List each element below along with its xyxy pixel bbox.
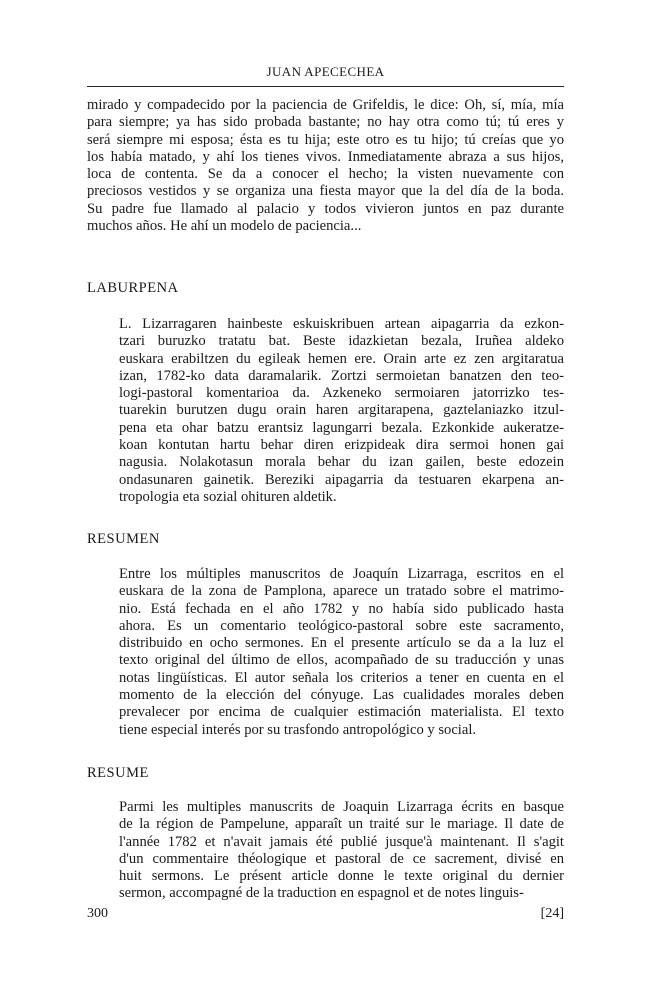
laburpena-line: nagusia. Nolakotasun morala behar du izan gailen, beste edozein (119, 454, 564, 471)
resumen-line: Entre los múltiples manuscritos de Joaquín Lizarraga, escritos en el (119, 566, 564, 582)
resumen-paragraph (119, 566, 564, 739)
resumen-line: nio. Está fechada en el año 1782 y no había sido publicado hasta (119, 600, 564, 617)
resume-paragraph (119, 799, 564, 903)
laburpena-line: ondasunaren gainetik. Bereziki aipagarria da testuaren ekarpena an- (119, 471, 564, 488)
laburpena-line: izan, 1782-ko data daramalarik. Zortzi sermoietan banatzen den teo- (119, 367, 564, 384)
intro-line: preciosos vestidos y se organiza una fiesta mayor que la del día de la boda. (87, 183, 564, 200)
resume-line: l'année 1782 et n'avait jamais été publié jusque'à maintenant. Il s'agit (119, 833, 564, 850)
laburpena-line: L. Lizarragaren hainbeste eskuiskribuen artean aipagarria da ezkon- (119, 316, 564, 332)
resume-heading: RESUME (87, 765, 149, 781)
laburpena-line: tropologia eta sozial ohituren aldetik. (119, 488, 337, 505)
intro-line: será siempre mi esposa; ésta es tu hija; este otro es tu hijo; tú creías que yo (87, 131, 564, 148)
resumen-line: notas lingüísticas. El autor señala los criterios a tener en cuenta en el (119, 669, 564, 686)
resumen-line: momento de la elección del cónyuge. Las cualidades morales deben (119, 687, 564, 704)
header-rule (87, 86, 564, 87)
resumen-heading: RESUMEN (87, 531, 160, 547)
laburpena-line: logi-pastoral komentarioa da. Azkeneko sermoiaren jatorrizko tes- (119, 385, 564, 402)
resume-line: sermon, accompagné de la traduction en espagnol et de notes linguis- (119, 885, 524, 902)
resumen-line: distribuido en ocho sermones. En el presente artículo se da a la luz el (119, 635, 564, 652)
running-head: JUAN APECECHEA (266, 64, 385, 79)
intro-paragraph (87, 97, 564, 235)
intro-line: mirado y compadecido por la paciencia de Grifeldis, le dice: Oh, sí, mía, mía (87, 97, 564, 113)
resumen-line: tiene especial interés por su trasfondo antropológico y social. (119, 721, 477, 738)
intro-line: para siempre; ya has sido probada bastante; no hay otra como tú; tú eres y (87, 114, 564, 131)
intro-line: muchos años. He ahí un modelo de paciencia... (87, 218, 362, 235)
page-number: 300 (87, 906, 108, 921)
laburpena-line: tuarekin burutzen dugu orain haren argitarapena, gaztelaniazko itzul- (119, 402, 564, 419)
laburpena-line: euskara erabiltzen du egileak hemen ere. Orain arte ez zen argitaratua (119, 350, 564, 367)
laburpena-heading: LABURPENA (87, 280, 179, 296)
intro-line: loca de contenta. Se da a conocer el hecho; la visten nuevamente con (87, 166, 564, 183)
laburpena-line: tzari buruzko tratatu bat. Beste idazkietan bezala, Iruñea aldeko (119, 333, 564, 350)
resumen-line: texto original del último de ellos, acompañado de su traducción y unas (119, 652, 564, 669)
laburpena-line: pena eta ohar batzu erantsiz lagungarri bezala. Ezkonkide aukeratze- (119, 419, 564, 436)
intro-line: Su padre fue llamado al palacio y todos vivieron juntos en paz durante (87, 200, 564, 217)
resume-line: d'un commentaire théologique et pastoral de ce sacrement, divisé en (119, 850, 564, 867)
resume-line: de la région de Pampelune, apparaît un traité sur le mariage. Il date de (119, 816, 564, 833)
resume-line: Parmi les multiples manuscrits de Joaquin Lizarraga écrits en basque (119, 799, 564, 815)
resumen-line: euskara de la zona de Pamplona, aparece un tratado sobre el matrimo- (119, 583, 564, 600)
laburpena-line: koan kontutan hartu behar diren erizpideak dira sermoi honen gai (119, 437, 564, 454)
page-reference: [24] (540, 906, 564, 921)
intro-line: los había matado, y ahí los tienes vivos. Inmediatamente abraza a sus hijos, (87, 148, 564, 165)
resumen-line: ahora. Es un comentario teológico-pastoral sobre este sacramento, (119, 617, 564, 634)
laburpena-paragraph (119, 316, 564, 506)
resumen-line: prevalecer por encima de cualquier estimación materialista. El texto (119, 704, 564, 721)
resume-line: huit sermons. Le présent article donne le texte original du dernier (119, 868, 564, 885)
